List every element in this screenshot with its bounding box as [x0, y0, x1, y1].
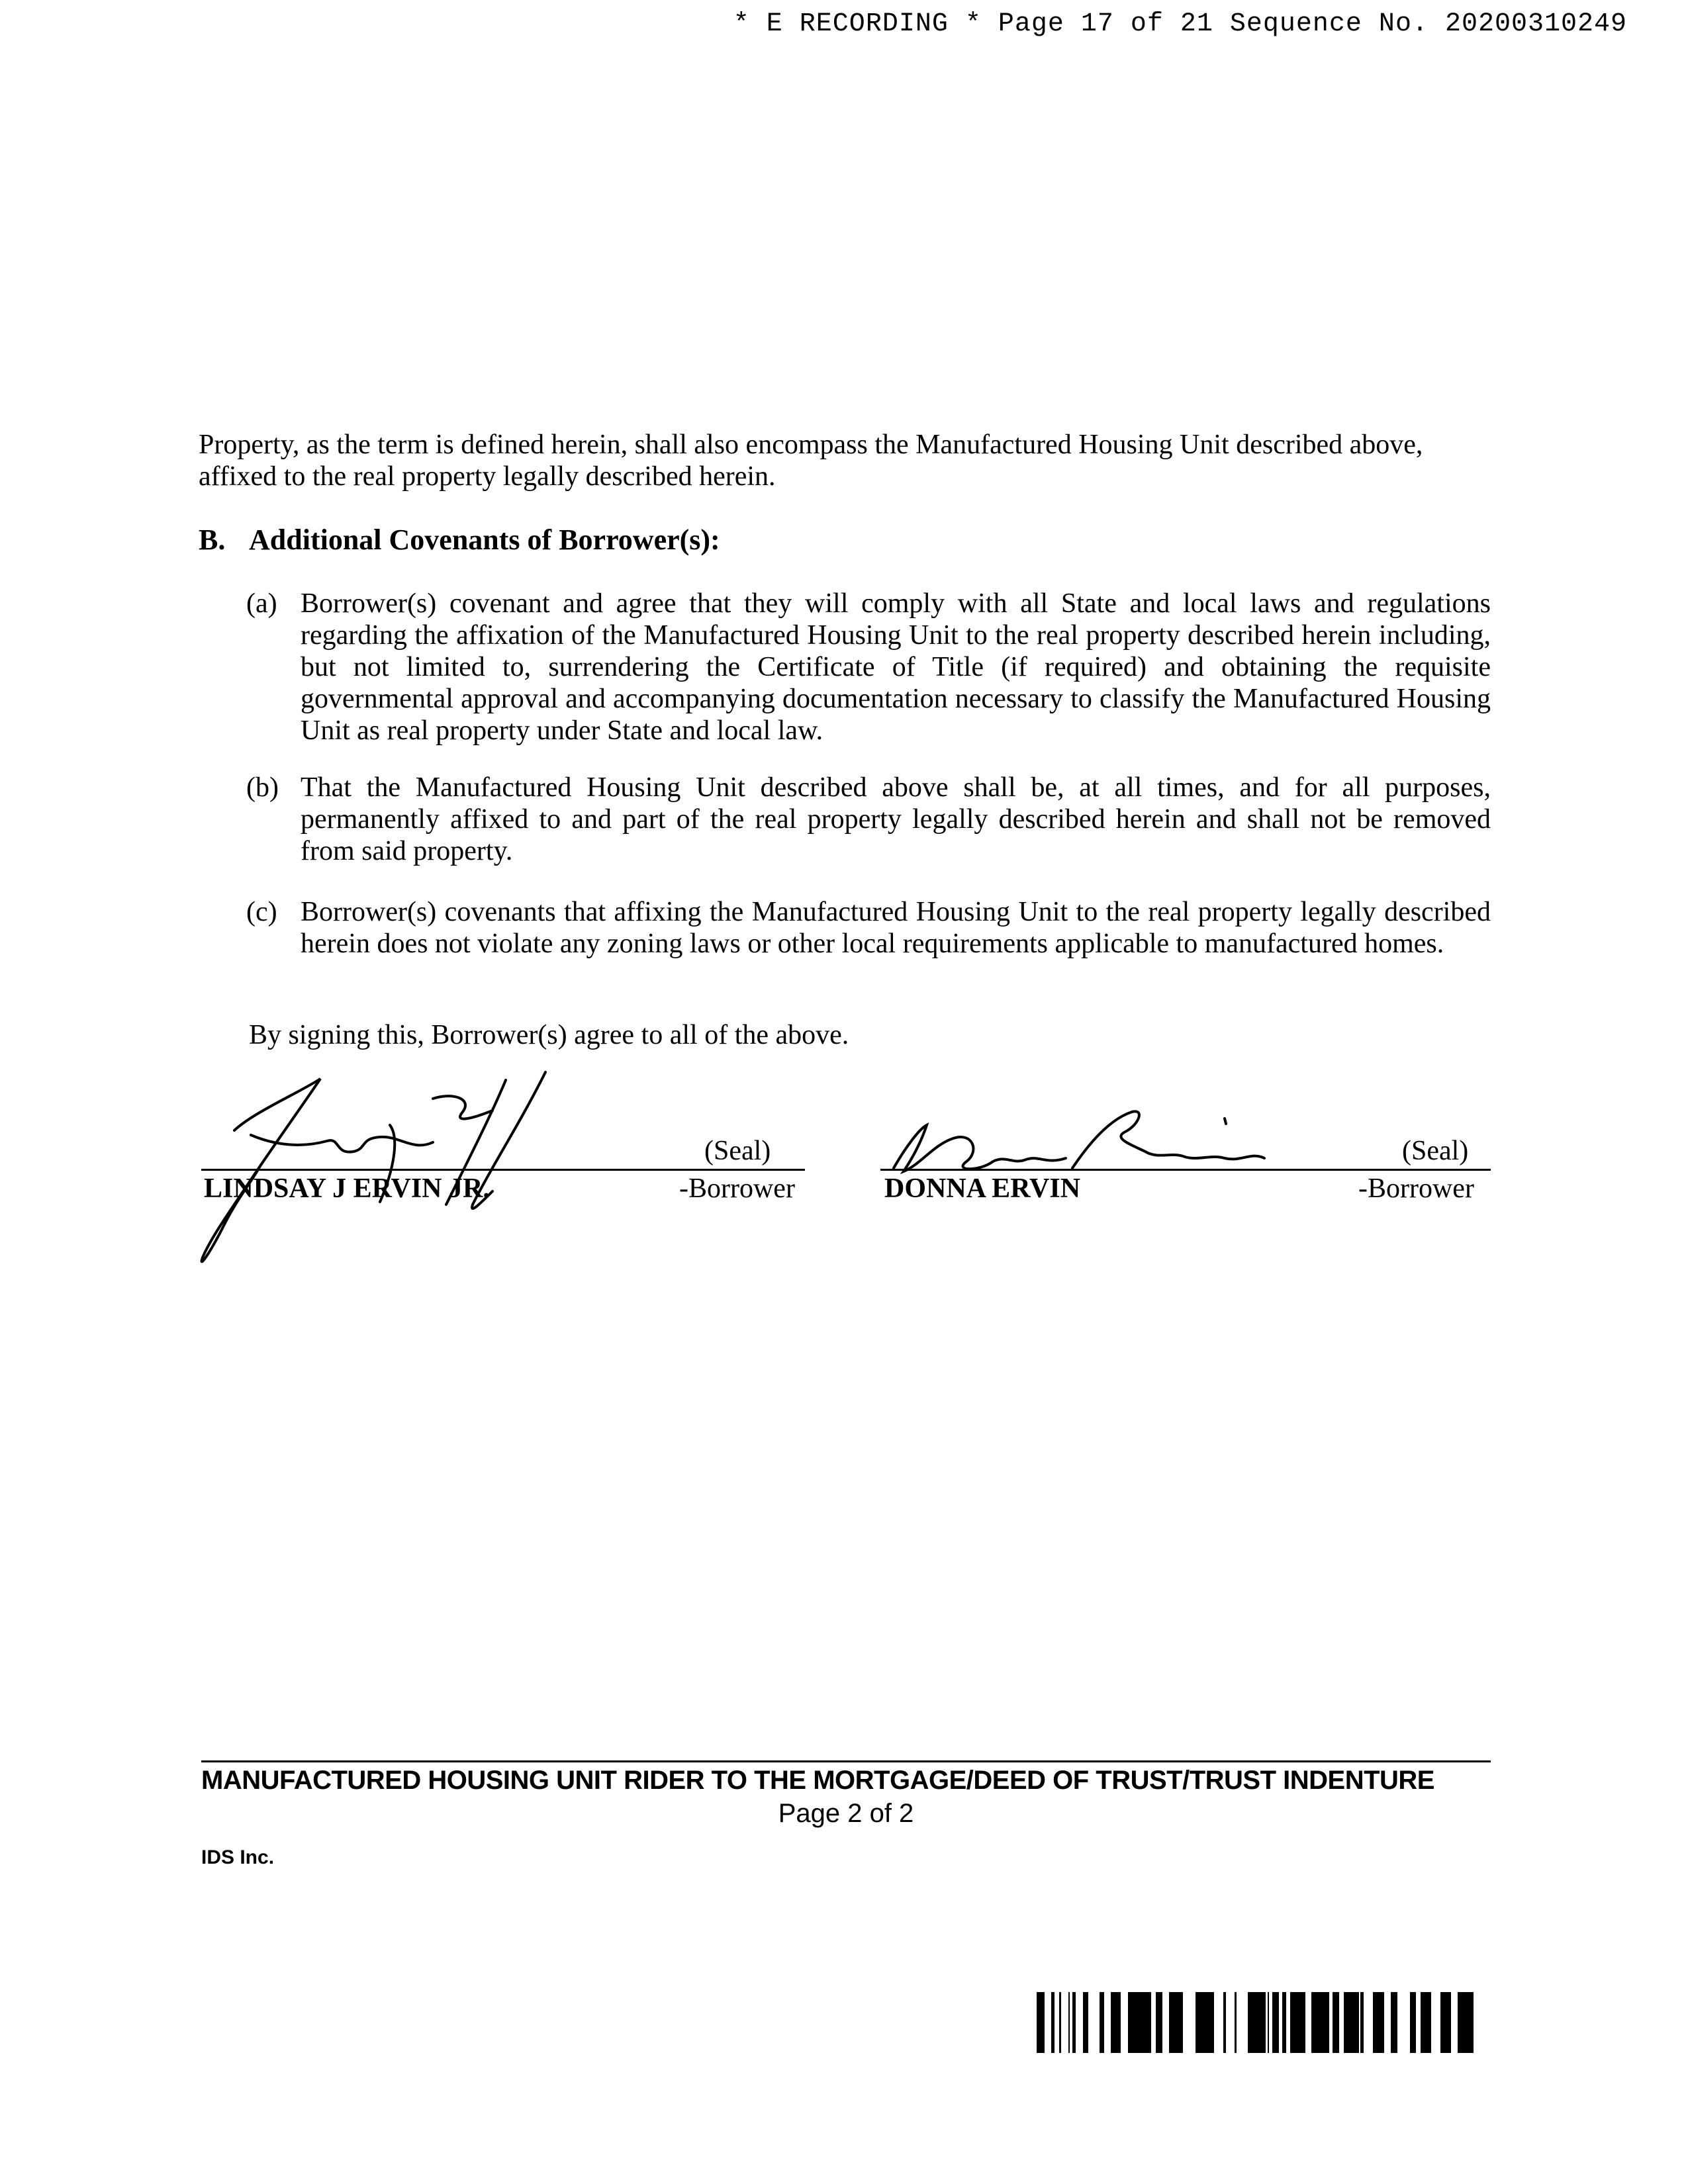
- barcode-bar: [1178, 1992, 1182, 2053]
- item-text: Borrower(s) covenant and agree that they will comply with all State and local laws and regulations regarding the affixation of the Manufactured Housing Unit to the real property described herein including, but not limited to, surrendering the Certificate of Title (if required) and obtaining the requisite governmental approval and accompanying documentation necessary to classify the Manufactured Housing Unit as real property under State and local law.: [301, 588, 1491, 746]
- barcode-bar: [1142, 1992, 1147, 2053]
- barcode-bar: [1248, 1992, 1254, 2053]
- barcode-bar: [1333, 1992, 1339, 2053]
- signature-line: [880, 1169, 1491, 1171]
- barcode-bar: [1147, 1992, 1151, 2053]
- section-heading: [199, 523, 720, 557]
- barcode-bar: [1068, 1992, 1070, 2053]
- barcode-bar: [1428, 1992, 1431, 2053]
- barcode-bar: [1117, 1992, 1121, 2053]
- footer-rule: [201, 1760, 1491, 1762]
- barcode-bar: [1311, 1992, 1315, 2053]
- barcode-bar: [1169, 1992, 1173, 2053]
- barcode-bar: [1463, 1992, 1465, 2053]
- covenant-item-c: [246, 896, 1491, 960]
- barcode-bar: [1353, 1992, 1359, 2053]
- barcode-bar: [1296, 1992, 1302, 2053]
- barcode-bar: [1174, 1992, 1178, 2053]
- barcode-bar: [1160, 1992, 1162, 2053]
- barcode-bar: [1465, 1992, 1471, 2053]
- barcode-bar: [1209, 1992, 1210, 2053]
- barcode-bar: [1128, 1992, 1130, 2053]
- vendor-label: IDS Inc.: [201, 1846, 275, 1868]
- barcode-bar: [1427, 1992, 1428, 2053]
- barcode-bar: [1325, 1992, 1329, 2053]
- signature-line: [201, 1169, 805, 1171]
- item-text: That the Manufactured Housing Unit described above shall be, at all times, and for all purposes, permanently affixed to and part of the real property legally described herein and shall not be removed from said property.: [301, 772, 1491, 866]
- barcode-bar: [1210, 1992, 1214, 2053]
- barcode-bar: [1083, 1992, 1088, 2053]
- barcode-bar: [1207, 1992, 1209, 2053]
- barcode-bar: [1196, 1992, 1200, 2053]
- barcode-bar: [1421, 1992, 1424, 2053]
- barcode-bar: [1302, 1992, 1305, 2053]
- barcode-bar: [1360, 1992, 1364, 2053]
- barcode-bar: [1111, 1992, 1114, 2053]
- seal-label: (Seal): [704, 1136, 771, 1166]
- handwritten-signature-1: [162, 1072, 625, 1271]
- barcode-bar: [1205, 1992, 1207, 2053]
- barcode-bar: [1349, 1992, 1353, 2053]
- covenant-item-a: [246, 588, 1491, 747]
- barcode-bar: [1321, 1992, 1325, 2053]
- barcode-bar: [1391, 1992, 1393, 2053]
- barcode-bar: [1344, 1992, 1349, 2053]
- barcode-bar: [1290, 1992, 1291, 2053]
- borrower-role: -Borrower: [679, 1173, 795, 1204]
- closing-statement: By signing this, Borrower(s) agree to all of the above.: [249, 1020, 849, 1050]
- signature-block-borrower-2: [880, 1072, 1491, 1205]
- barcode-bar: [1173, 1992, 1174, 2053]
- barcode-bar: [1282, 1992, 1286, 2053]
- borrower-name: LINDSAY J ERVIN JR.: [204, 1173, 490, 1204]
- section-title: Additional Covenants of Borrower(s):: [249, 523, 720, 556]
- barcode-bar: [1444, 1992, 1445, 2053]
- barcode-bar: [1100, 1992, 1104, 2053]
- barcode-bar: [1272, 1992, 1279, 2053]
- barcode-bar: [1114, 1992, 1117, 2053]
- recording-stamp: * E RECORDING * Page 17 of 21 Sequence No. 20200310249: [733, 9, 1627, 39]
- item-marker: (a): [246, 588, 277, 619]
- barcode-bar: [1260, 1992, 1266, 2053]
- barcode: [1037, 1992, 1480, 2053]
- barcode-bar: [1393, 1992, 1395, 2053]
- barcode-bar: [1182, 1992, 1183, 2053]
- item-marker: (b): [246, 772, 279, 803]
- barcode-bar: [1072, 1992, 1074, 2053]
- barcode-bar: [1410, 1992, 1416, 2053]
- barcode-bar: [1136, 1992, 1142, 2053]
- seal-label: (Seal): [1402, 1136, 1469, 1166]
- item-marker: (c): [246, 897, 277, 927]
- barcode-bar: [1254, 1992, 1258, 2053]
- item-text: Borrower(s) covenants that affixing the Manufactured Housing Unit to the real property legally described herein does not violate any zoning laws or other local requirements applicable to manufactured homes.: [301, 897, 1491, 959]
- barcode-bar: [1200, 1992, 1205, 2053]
- barcode-bar: [1059, 1992, 1061, 2053]
- barcode-bar: [1373, 1992, 1375, 2053]
- barcode-bar: [1424, 1992, 1427, 2053]
- barcode-bar: [1037, 1992, 1043, 2053]
- barcode-bar: [1471, 1992, 1474, 2053]
- barcode-bar: [1458, 1992, 1463, 2053]
- barcode-bar: [1258, 1992, 1260, 2053]
- section-letter: B.: [199, 523, 226, 556]
- barcode-bar: [1378, 1992, 1384, 2053]
- borrower-role: -Borrower: [1358, 1173, 1474, 1204]
- covenant-item-b: [246, 772, 1491, 867]
- barcode-bar: [1291, 1992, 1296, 2053]
- barcode-bar: [1223, 1992, 1226, 2053]
- form-title: MANUFACTURED HOUSING UNIT RIDER TO THE MORTGAGE/DEED OF TRUST/TRUST INDENTURE: [201, 1766, 1434, 1795]
- barcode-bar: [1130, 1992, 1136, 2053]
- borrower-name: DONNA ERVIN: [884, 1173, 1081, 1204]
- page-number: Page 2 of 2: [778, 1799, 914, 1828]
- barcode-bar: [1440, 1992, 1444, 2053]
- intro-paragraph: Property, as the term is defined herein, shall also encompass the Manufactured Housing Unit described above, affixed to the real property legally described herein.: [199, 430, 1423, 492]
- barcode-bar: [1375, 1992, 1378, 2053]
- barcode-bar: [1051, 1992, 1055, 2053]
- barcode-bar: [1156, 1992, 1160, 2053]
- barcode-bar: [1043, 1992, 1045, 2053]
- signature-block-borrower-1: [201, 1072, 805, 1271]
- barcode-bar: [1315, 1992, 1321, 2053]
- barcode-bar: [1235, 1992, 1237, 2053]
- barcode-bar: [1395, 1992, 1397, 2053]
- barcode-bar: [1268, 1992, 1269, 2053]
- barcode-bar: [1074, 1992, 1076, 2053]
- barcode-bar: [1445, 1992, 1451, 2053]
